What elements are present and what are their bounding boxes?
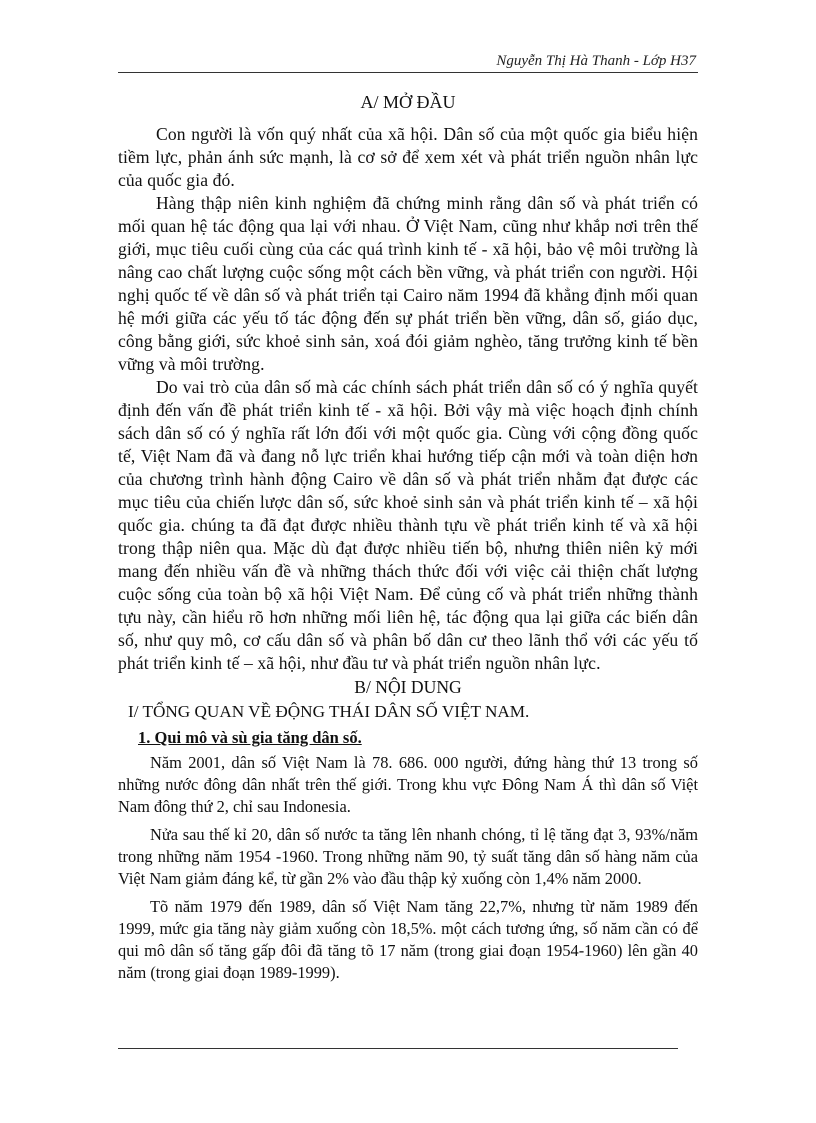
paragraph: Nửa sau thế kỉ 20, dân số nước ta tăng lên nhanh chóng, tỉ lệ tăng đạt 3, 93%/năm trong những năm 1954 -1960. Trong những năm 90, tỷ suất tăng dân số hàng năm của Việt Nam giảm đáng kể, từ gần 2% vào đầu thập kỷ xuống còn 1,4% năm 2000. bbox=[118, 825, 698, 888]
paragraph: Tõ năm 1979 đến 1989, dân số Việt Nam tăng 22,7%, nhưng từ năm 1989 đến 1999, mức gia tăng này giảm xuống còn 18,5%. một cách tương ứng, số năm cần có để qui mô dân số tăng gấp đôi đã tăng tõ 17 năm (trong giai đoạn 1954-1960) lên gần 40 năm (trong giai đoạn 1989-1999). bbox=[118, 897, 698, 982]
paragraph: Con người là vốn quý nhất của xã hội. Dân số của một quốc gia biểu hiện tiềm lực, phản ánh sức mạnh, là cơ sở để xem xét và phát triển nguồn nhân lực của quốc gia đó. bbox=[118, 124, 698, 190]
footer-rule bbox=[118, 1048, 678, 1049]
sub-heading-1: 1. Qui mô và sù gia tăng dân số. bbox=[138, 728, 362, 747]
header-rule bbox=[118, 72, 698, 73]
section-b-subtitle: I/ TỔNG QUAN VỀ ĐỘNG THÁI DÂN SỐ VIỆT NAM. bbox=[128, 702, 530, 721]
header-author: Nguyễn Thị Hà Thanh - Lớp H37 bbox=[496, 53, 696, 69]
paragraph: Do vai trò của dân số mà các chính sách phát triển dân số có ý nghĩa quyết định đến vấn đề phát triển kinh tế - xã hội. Bởi vậy mà việc hoạch định chính sách dân số có ý nghĩa rất lớn đối với một quốc gia. Cùng với cộng đồng quốc tế, Việt Nam đã và đang nỗ lực triển khai hướng tiếp cận mới và toàn diện hơn của chương trình hành động Cairo về dân số và phát triển nhằm đạt được các mục tiêu của chiến lược dân số, sức khoẻ sinh sản và phát triển kinh tế – xã hội quốc gia. chúng ta đã đạt được nhiều thành tựu về phát triển kinh tế và xã hội trong thập niên qua. Mặc dù đạt được nhiều tiến bộ, nhưng thiên niên kỷ mới mang đến nhiều vấn đề và những thách thức đối với việc cải thiện chất lượng cuộc sống của toàn bộ xã hội Việt Nam. Để củng cố và phát triển những thành tựu này, cần hiểu rõ hơn những mối liên hệ, tác động qua lại giữa các biến dân số, như quy mô, cơ cấu dân số và phân bố dân cư theo lãnh thổ với các yếu tố phát triển kinh tế – xã hội, như đầu tư và phát triển nguồn nhân lực. bbox=[118, 377, 698, 673]
section-a-title: A/ MỞ ĐẦU bbox=[360, 92, 456, 112]
paragraph: Năm 2001, dân số Việt Nam là 78. 686. 000 người, đứng hàng thứ 13 trong số những nước đông dân nhất trên thế giới. Trong khu vực Đông Nam Á thì dân số Việt Nam đông thứ 2, chỉ sau Indonesia. bbox=[118, 753, 698, 816]
section-b-title: B/ NỘI DUNG bbox=[354, 677, 462, 697]
document-body bbox=[118, 92, 698, 990]
paragraph: Hàng thập niên kinh nghiệm đã chứng minh rằng dân số và phát triển có mối quan hệ tác động qua lại với nhau. Ở Việt Nam, cũng như khắp nơi trên thế giới, mục tiêu cuối cùng của các quá trình kinh tế - xã hội, bảo vệ môi trường là nâng cao chất lượng cuộc sống một cách bền vững, và phát triển con người. Hội nghị quốc tế về dân số và phát triển tại Cairo năm 1994 đã khẳng định mối quan hệ mới giữa các yếu tố tác động đến sự phát triển bền vững, dân số, giáo dục, công bằng giới, sức khoẻ sinh sản, xoá đói giảm nghèo, tăng trưởng kinh tế bền vững và môi trường. bbox=[118, 193, 698, 374]
